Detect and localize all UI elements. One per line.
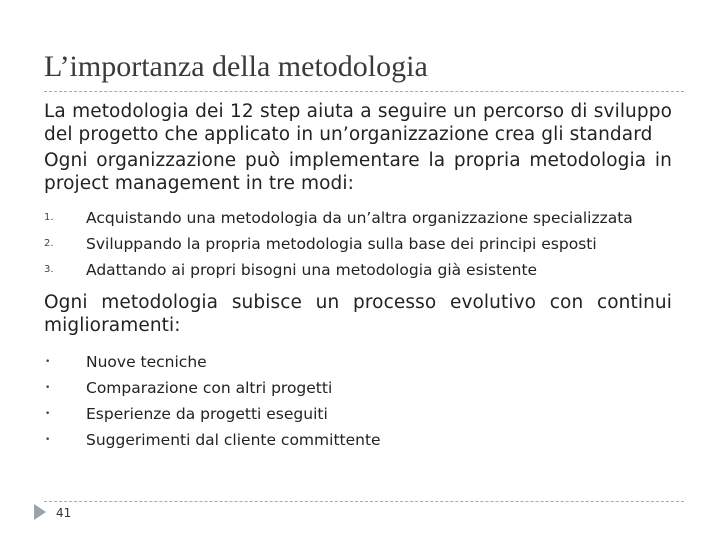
footer-divider [44, 501, 684, 502]
list-item-text: Nuove tecniche [86, 353, 207, 371]
list-item [44, 375, 672, 401]
bullet-icon: • [45, 435, 51, 445]
list-item-text: Acquistando una metodologia da un’altra organizzazione specializzata [86, 209, 633, 227]
list-item [44, 205, 672, 231]
slide-body [44, 100, 672, 453]
list-item-text: Esperienze da progetti eseguiti [86, 405, 328, 423]
list-item [44, 257, 672, 283]
slide-title: L’importanza della metodologia [44, 50, 428, 83]
bullet-icon: • [45, 409, 51, 419]
list-item [44, 349, 672, 375]
paragraph-12-step: La metodologia dei 12 step aiuta a seguire un percorso di sviluppo del progetto che applicato in un’organizzazione crea gli standard [44, 101, 672, 145]
list-number: 1. [44, 212, 54, 223]
list-item-text: Sviluppando la propria metodologia sulla base dei principi esposti [86, 235, 597, 253]
list-number: 2. [44, 238, 54, 249]
list-item-text: Adattando ai propri bisogni una metodologia già esistente [86, 261, 538, 279]
list-number: 3. [44, 264, 54, 275]
triangle-arrow-icon [34, 504, 46, 520]
bullet-icon: • [45, 357, 51, 367]
page-number: 41 [56, 506, 72, 520]
list-item [44, 427, 672, 453]
numbered-list [44, 205, 672, 283]
list-item [44, 401, 672, 427]
title-divider [44, 91, 684, 92]
bullet-icon: • [45, 383, 51, 393]
paragraph-evolution: Ogni metodologia subisce un processo evolutivo con continui miglioramenti: [44, 292, 672, 336]
list-item [44, 231, 672, 257]
paragraph-three-ways: Ogni organizzazione può implementare la propria metodologia in project management in tre modi: [44, 150, 672, 194]
list-item-text: Comparazione con altri progetti [86, 379, 333, 397]
list-item-text: Suggerimenti dal cliente committente [86, 431, 381, 449]
bullet-list [44, 349, 672, 453]
